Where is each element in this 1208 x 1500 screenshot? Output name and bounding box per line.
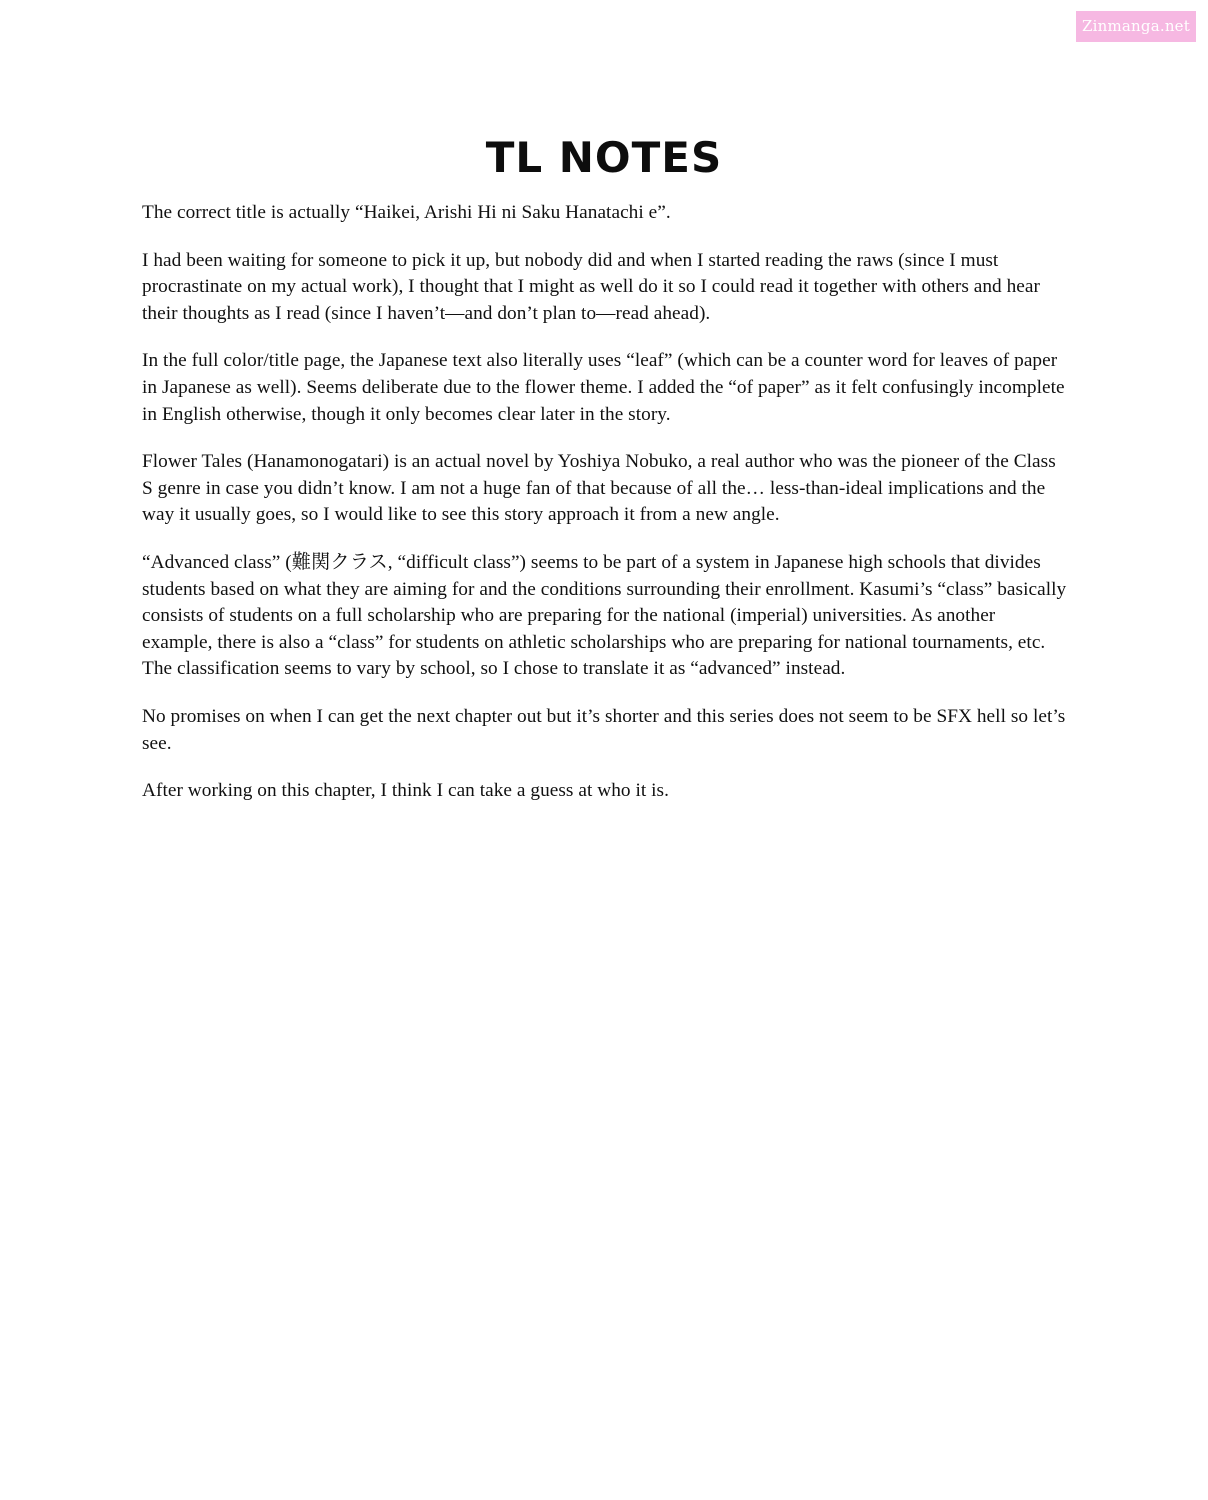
notes-body: [142, 200, 1067, 826]
watermark-badge: Zinmanga.net: [1076, 11, 1196, 42]
note-paragraph: No promises on when I can get the next chapter out but it’s shorter and this series does not seem to be SFX hell so let’s see.: [142, 705, 1066, 754]
note-paragraph: Flower Tales (Hanamonogatari) is an actual novel by Yoshiya Nobuko, a real author who was the pioneer of the Class S genre in case you didn’t know. I am not a huge fan of that because of all the… less-than-ideal implications and the way it usually goes, so I would like to see this story approach it from a new angle.: [142, 451, 1056, 526]
note-paragraph: The correct title is actually “Haikei, Arishi Hi ni Saku Hanatachi e”.: [142, 202, 671, 223]
note-paragraph: After working on this chapter, I think I can take a guess at who it is.: [142, 780, 669, 802]
note-paragraph: In the full color/title page, the Japanese text also literally uses “leaf” (which can be a counter word for leaves of paper in Japanese as well). Seems deliberate due to the flower theme. I added the “of paper” as it felt confusingly incomplete in English otherwise, though it only becomes clear later in the story.: [142, 350, 1065, 425]
note-paragraph: “Advanced class” (難関クラス, “difficult class”) seems to be part of a system in Japanese high schools that divides students based on what they are aiming for and the conditions surrounding their enrollment. Kasumi’s “class” basically consists of students on a full scholarship who are preparing for the national (imperial) universities. As another example, there is also a “class” for students on athletic scholarships who are preparing for national tournaments, etc. The classification seems to vary by school, so I chose to translate it as “advanced” instead.: [142, 551, 1067, 680]
note-paragraph: I had been waiting for someone to pick it up, but nobody did and when I started reading the raws (since I must procrastinate on my actual work), I thought that I might as well do it so I could read it together with others and hear their thoughts as I read (since I haven’t—and don’t plan to—read ahead).: [142, 249, 1040, 324]
page-title: TL NOTES: [485, 133, 723, 182]
